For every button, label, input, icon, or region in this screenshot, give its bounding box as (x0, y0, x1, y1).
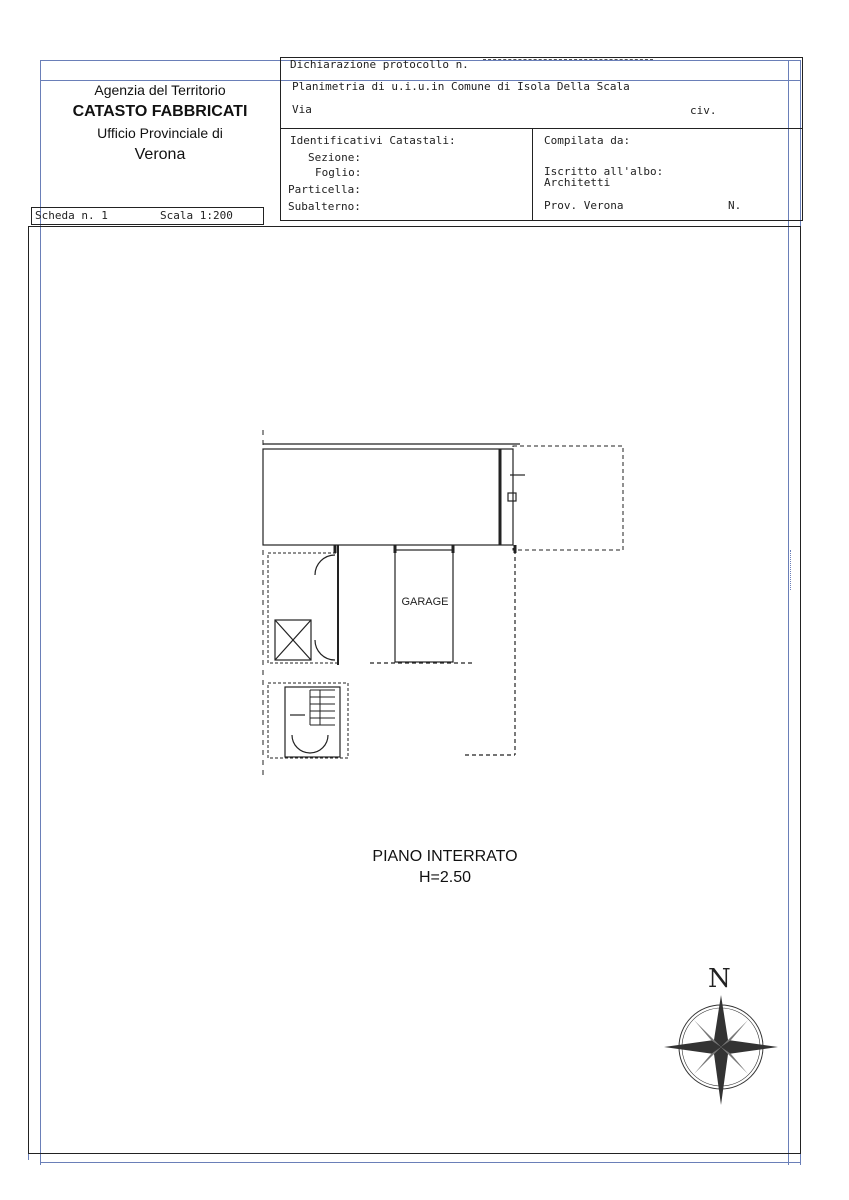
north-label: N (708, 964, 731, 994)
scala-label: Scala 1:200 (160, 209, 233, 222)
stair-block (268, 683, 348, 758)
header-divider-v (532, 128, 533, 220)
upper-room (263, 449, 513, 545)
dashed-extension (513, 446, 623, 550)
city-name: Verona (134, 146, 186, 163)
albo-label: Architetti (544, 176, 611, 189)
catasto-title: CATASTO FABBRICATI (72, 103, 248, 120)
header-divider-h (280, 128, 802, 129)
floor-height: H=2.50 (418, 869, 472, 886)
sezione-label: Sezione: (308, 151, 361, 164)
n-label: N. (728, 199, 742, 212)
ufficio-label: Ufficio Provinciale di (97, 125, 223, 141)
garage-label: GARAGE (401, 596, 449, 608)
agency-name: Agenzia del Territorio (94, 82, 226, 98)
compilata-title: Compilata da: (544, 134, 631, 147)
scheda-label: Scheda n. 1 (35, 209, 108, 222)
margin-ruler-marks (790, 550, 801, 590)
foglio-label: Foglio: (315, 166, 362, 179)
civ-label: civ. (690, 104, 717, 117)
guide-line-bottom (40, 1162, 800, 1163)
protocol-number-redacted (483, 59, 653, 66)
particella-label: Particella: (288, 183, 361, 196)
subalterno-label: Subalterno: (288, 200, 361, 213)
identificativi-title: Identificativi Catastali: (290, 134, 456, 147)
iscritto-label: Iscritto all'albo: (544, 165, 664, 178)
protocol-label: Dichiarazione protocollo n. (290, 58, 469, 71)
via-label: Via (292, 103, 312, 116)
floor-plan (240, 425, 640, 785)
floor-name: PIANO INTERRATO (372, 848, 518, 865)
planimetria-label: Planimetria di u.i.u.in Comune di Isola Della Scala (292, 80, 630, 93)
compass-rose-icon (664, 995, 778, 1109)
corridor (268, 553, 338, 663)
prov-label: Prov. Verona (544, 199, 624, 212)
